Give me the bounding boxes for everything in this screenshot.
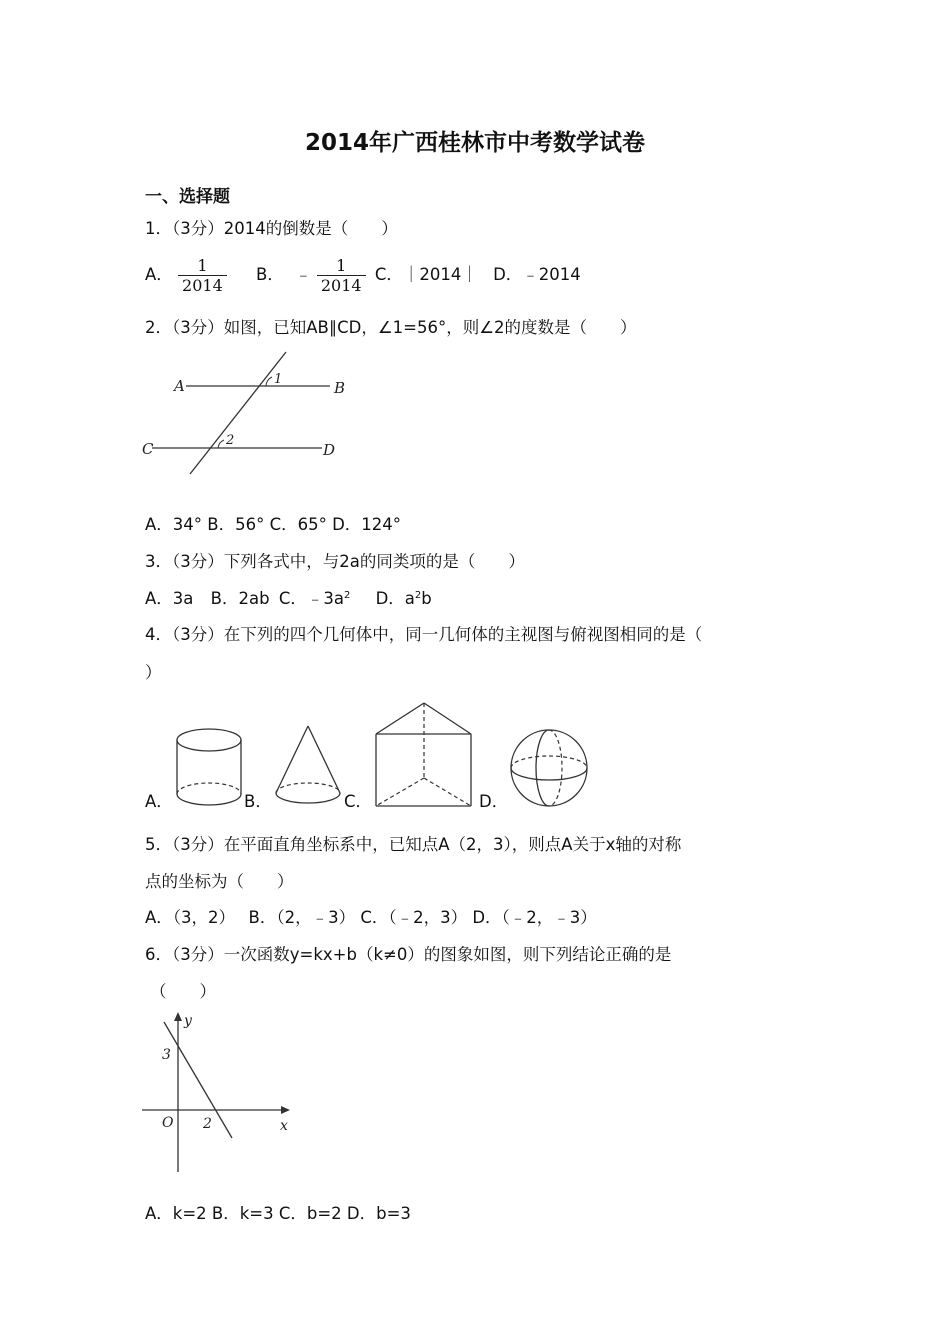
- q1-options: [145, 256, 581, 295]
- angle-1-arc: [266, 377, 272, 386]
- label-angle-1: 1: [274, 372, 283, 387]
- q5-stem: 5．（3分）在平面直角坐标系中，已知点A（2，3），则点A关于x轴的对称: [145, 835, 682, 854]
- q5-options: A．（3，2） B．（2，﹣3） C．（﹣2，3） D．（﹣2，﹣3）: [145, 908, 597, 927]
- label-x-intercept: 2: [203, 1116, 212, 1132]
- angle-2-arc: [218, 440, 224, 448]
- q3-option-c: C．﹣3a: [278, 589, 344, 608]
- q4-stem: 4．（3分）在下列的四个几何体中，同一几何体的主视图与俯视图相同的是（: [145, 625, 703, 644]
- label-x: x: [280, 1118, 288, 1134]
- q3-option-c-exponent: 2: [343, 590, 351, 601]
- transversal-line: [190, 352, 286, 474]
- q1-b-denominator: 2014: [317, 275, 366, 295]
- q6-stem-cont: （ ）: [150, 982, 216, 1001]
- q3-option-d-exponent: 2: [414, 590, 422, 601]
- q3-option-d-tail: b: [421, 589, 432, 608]
- q4-label-d: D．: [479, 792, 509, 811]
- q4-label-b: B．: [244, 792, 272, 811]
- q6-linear-function-graph: [140, 1008, 310, 1176]
- cone-solid: [276, 726, 340, 803]
- q2-stem: 2．（3分）如图，已知AB∥CD，∠1=56°，则∠2的度数是（ ）: [145, 318, 637, 337]
- function-line: [164, 1022, 232, 1138]
- q1-stem: 1．（3分）2014的倒数是（ ）: [145, 219, 398, 238]
- q3-option-a: A．3a: [145, 589, 194, 608]
- label-d: D: [323, 441, 336, 459]
- q2-parallel-lines-figure: [138, 348, 348, 478]
- y-axis-arrow: [174, 1012, 182, 1021]
- label-a: A: [174, 377, 185, 395]
- q3-option-b: B．2ab: [210, 589, 270, 608]
- x-axis-arrow: [281, 1106, 290, 1114]
- label-c: C: [142, 440, 154, 458]
- q3-option-d: D．a: [375, 589, 415, 608]
- section-heading: 一、选择题: [145, 187, 230, 207]
- q1-option-a-fraction: [178, 256, 227, 295]
- q5-stem-cont: 点的坐标为（ ）: [145, 872, 294, 891]
- q4-stem-cont: ）: [145, 663, 162, 682]
- q3-stem: 3．（3分）下列各式中，与2a的同类项的是（ ）: [145, 552, 525, 571]
- q3-options: [145, 588, 432, 610]
- q1-option-b-label: B．: [256, 265, 284, 284]
- page-title: 2014年广西桂林市中考数学试卷: [304, 130, 645, 156]
- label-b: B: [334, 379, 346, 397]
- q1-option-a-label: A．: [145, 265, 173, 284]
- q1-b-numerator: 1: [336, 256, 347, 275]
- q1-option-c: C．｜2014｜: [374, 265, 478, 284]
- q1-a-denominator: 2014: [178, 275, 227, 295]
- sphere-solid: [511, 730, 587, 806]
- label-angle-2: 2: [226, 433, 235, 448]
- label-origin: O: [162, 1115, 174, 1131]
- q2-options: A．34° B．56° C．65° D．124°: [145, 515, 402, 534]
- q1-a-numerator: 1: [197, 256, 208, 275]
- q1-option-d: D．﹣2014: [493, 265, 581, 284]
- q4-label-a: A．: [145, 792, 173, 811]
- q1-option-b-fraction: [317, 256, 366, 295]
- q4-label-c: C．: [344, 792, 373, 811]
- q6-stem: 6．（3分）一次函数y=kx+b（k≠0）的图象如图，则下列结论正确的是: [145, 945, 672, 964]
- label-y-intercept: 3: [162, 1047, 171, 1063]
- cylinder-solid: [177, 729, 241, 805]
- q4-solids-figure: [170, 696, 600, 812]
- triangular-prism-solid: [376, 703, 471, 806]
- label-y: y: [184, 1013, 192, 1029]
- q1-option-b-sign: ﹣: [295, 265, 312, 284]
- q6-options: A．k=2 B．k=3 C．b=2 D．b=3: [145, 1204, 411, 1223]
